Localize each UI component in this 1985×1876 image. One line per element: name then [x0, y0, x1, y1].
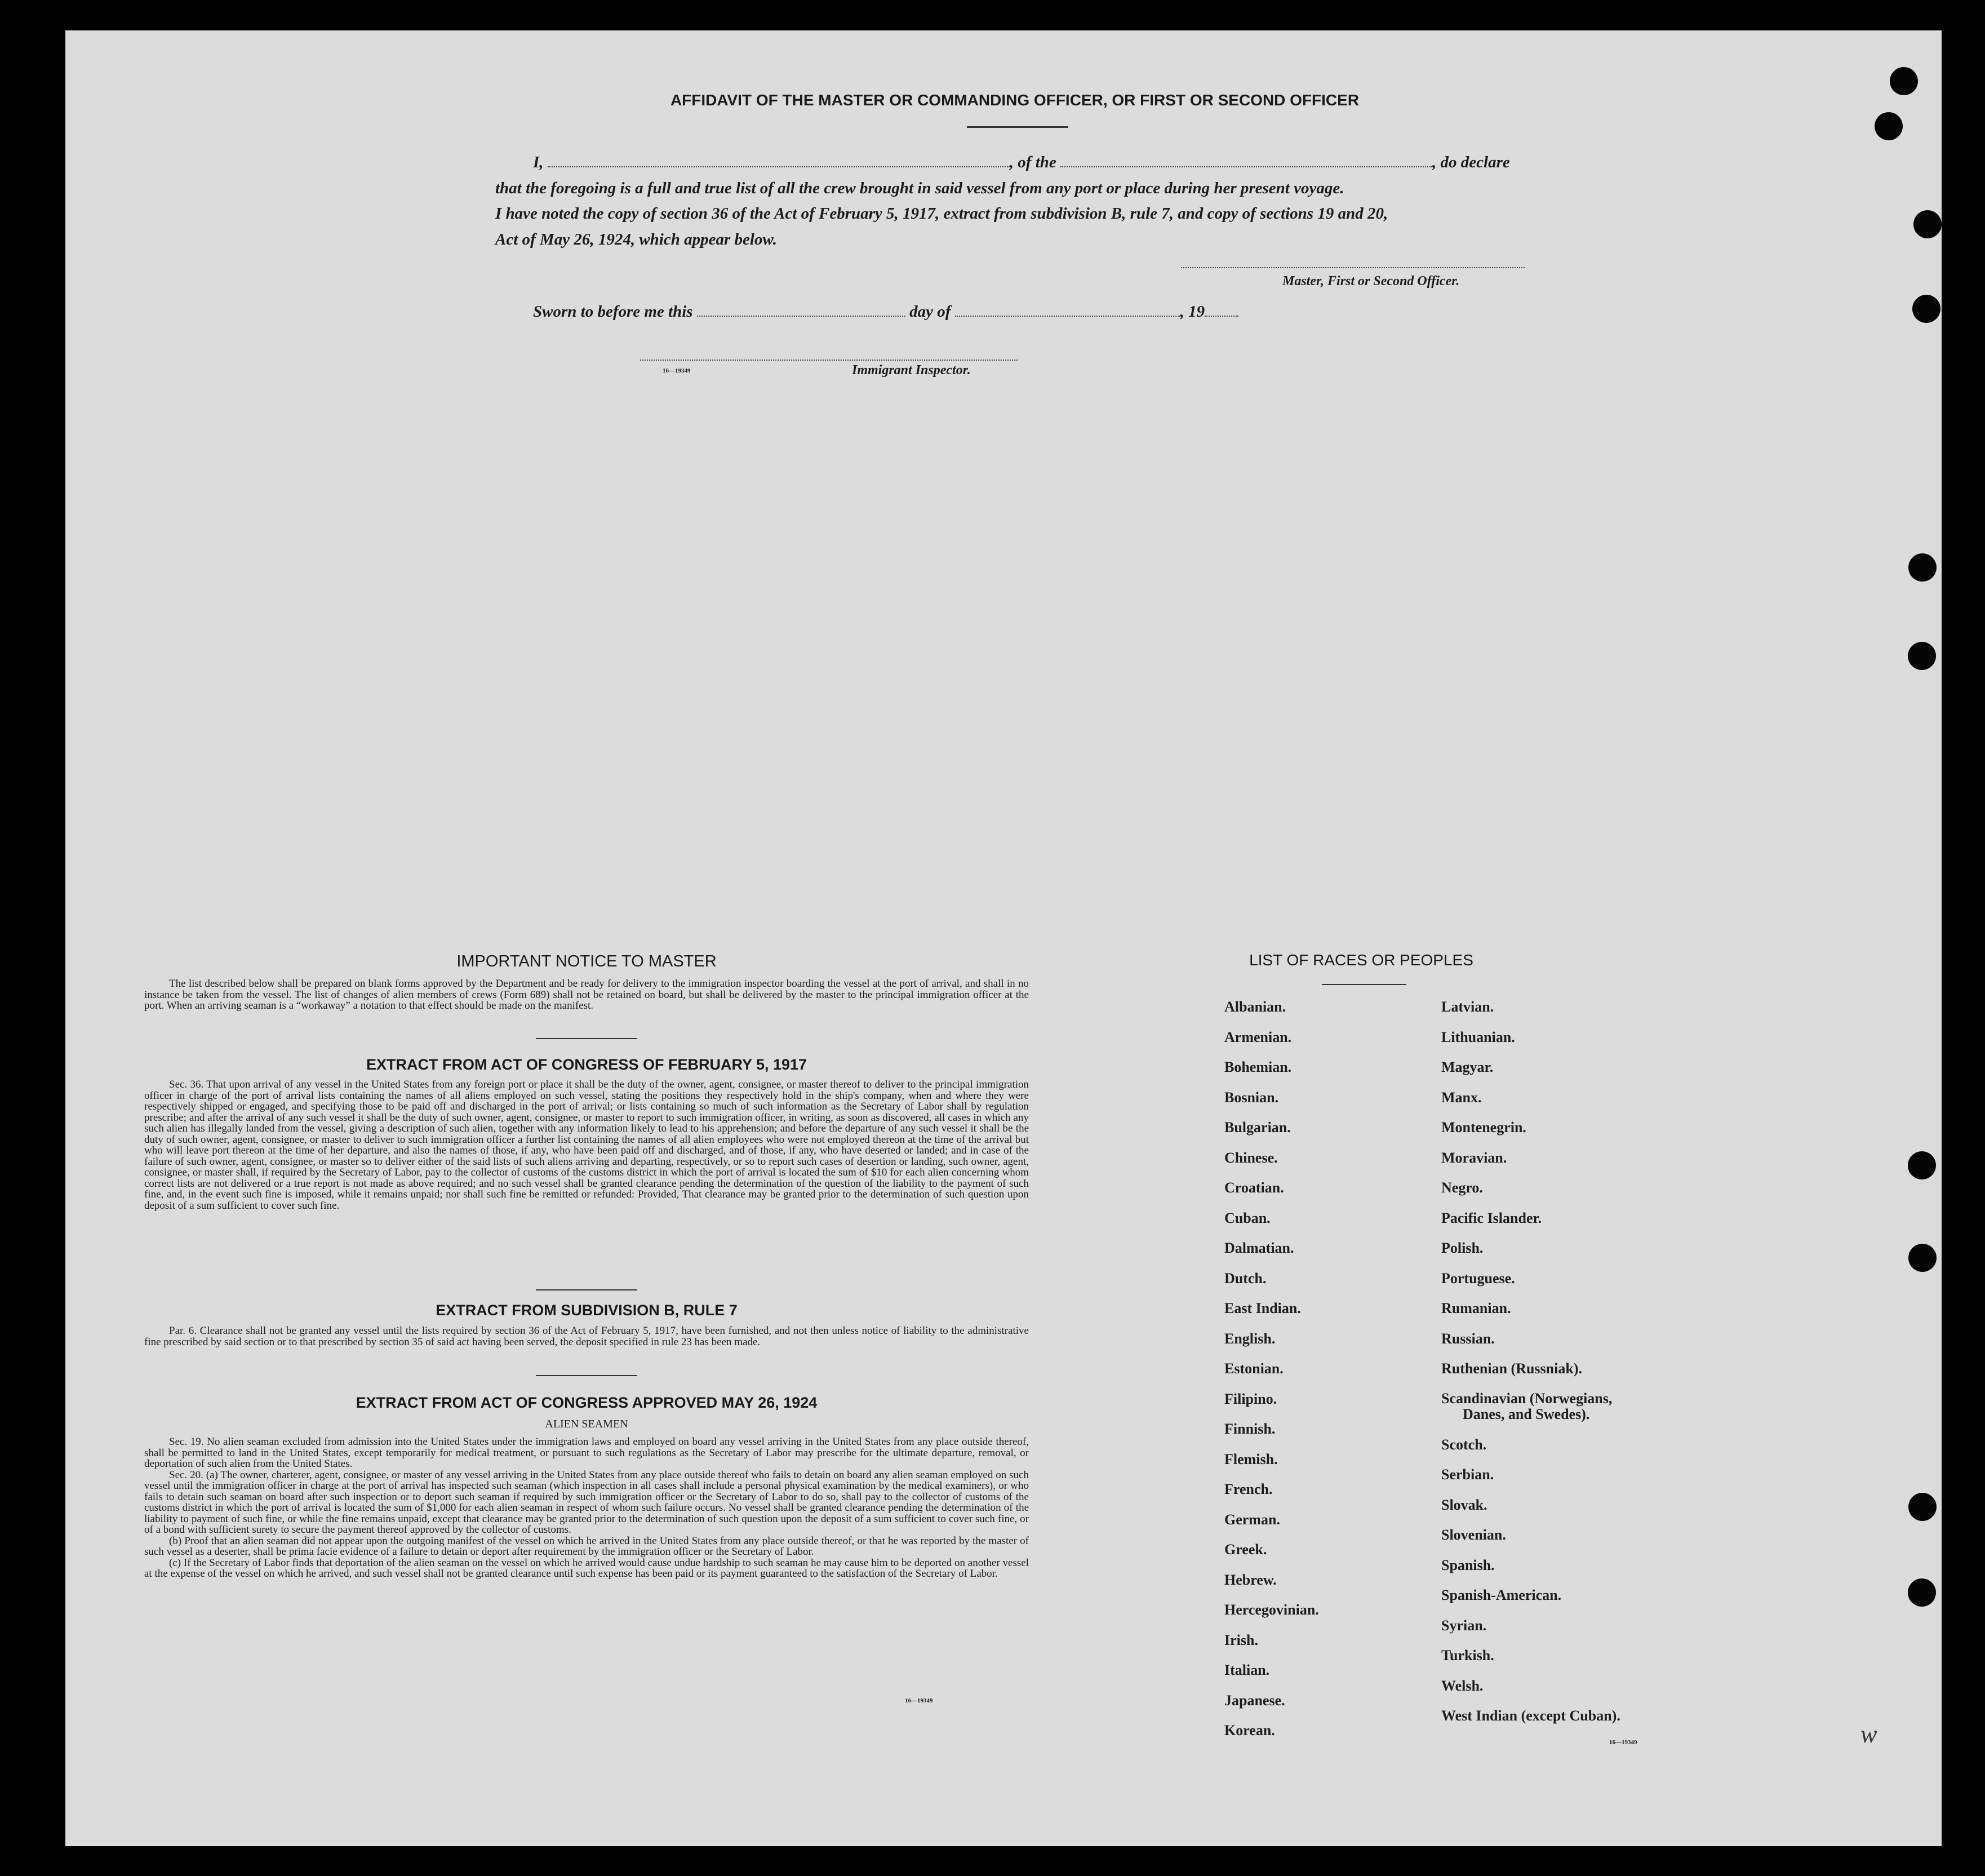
race-item: Finnish. — [1224, 1421, 1276, 1437]
extract-1924-text — [144, 1436, 1029, 1580]
affidavit-of-the: , of the — [1009, 153, 1056, 171]
race-item: Italian. — [1224, 1662, 1270, 1678]
divider-3 — [536, 1375, 637, 1376]
race-item: Hebrew. — [1224, 1571, 1277, 1588]
punch-hole — [1908, 642, 1936, 670]
affidavit-form-number: 16—19349 — [663, 367, 691, 374]
rule7-text — [144, 1325, 1029, 1347]
race-item: Danes, and Swedes). — [1463, 1405, 1590, 1422]
race-item: Syrian. — [1441, 1617, 1487, 1634]
signature-label: Master, First or Second Officer. — [1282, 274, 1460, 289]
race-item: Spanish. — [1441, 1556, 1495, 1573]
inspector-label: Immigrant Inspector. — [852, 363, 971, 378]
sec19-paragraph: Sec. 19. No alien seaman excluded from admission into the United States under the immigration laws and employed on board any vessel arriving in the United States from any place outside thereof, shall be permitted to land in the United States, except temporarily for medical treatment, or pursuant to such regulations as the Secretary of Labor may prescribe for the ultimate departure, removal, or deportation of such alien from the United States. — [144, 1436, 1029, 1470]
races-column-1 — [1224, 992, 1319, 1746]
race-item: Welsh. — [1441, 1677, 1484, 1694]
race-item: Irish. — [1224, 1631, 1258, 1648]
race-item: Scotch. — [1441, 1436, 1487, 1453]
race-item: Estonian. — [1224, 1360, 1284, 1377]
affidavit-line-4: Act of May 26, 1924, which appear below. — [495, 230, 777, 249]
title-rule — [967, 126, 1068, 128]
affidavit-line-2: that the foregoing is a full and true list of all the crew brought in said vessel from any port or place during her present voyage. — [495, 179, 1344, 197]
affidavit-i: I, — [533, 153, 544, 171]
race-item: Dutch. — [1224, 1270, 1267, 1287]
sworn-start: Sworn to before me this — [533, 303, 693, 321]
sworn-year: , 19 — [1180, 303, 1205, 321]
signature-line[interactable] — [1181, 264, 1525, 268]
extract-1917-text — [144, 1079, 1029, 1211]
punch-hole — [1913, 210, 1942, 238]
rule7-title: EXTRACT FROM SUBDIVISION B, RULE 7 — [436, 1302, 738, 1319]
race-item: Greek. — [1224, 1541, 1267, 1558]
extract-form-number: 16—19349 — [905, 1697, 933, 1704]
race-item: Negro. — [1441, 1179, 1483, 1196]
punch-hole — [1908, 553, 1937, 582]
races-rule — [1322, 984, 1406, 985]
notice-text — [144, 978, 1029, 1012]
race-item: West Indian (except Cuban). — [1441, 1708, 1620, 1724]
race-item: Albanian. — [1224, 999, 1286, 1015]
par6-paragraph: Par. 6. Clearance shall not be granted any vessel until the lists required by section 36 of the Act of February 5, 1917, have been furnished, and not then unless notice of liability to the administrative fine prescribed by said section or to that prescribed by section 35 of said act having been served, the deposit specified in rule 23 has been made. — [144, 1325, 1029, 1348]
sworn-day-field[interactable] — [697, 312, 905, 317]
race-item: Lithuanian. — [1441, 1028, 1515, 1045]
race-item: Ruthenian (Russniak). — [1441, 1360, 1582, 1377]
notice-paragraph: The list described below shall be prepared on blank forms approved by the Department and be ready for delivery to the immigration inspector boarding the vessel at the port of arrival, and shall in no instance be taken from the vessel. The list of changes of alien members of crews (Form 689) shall not be retained on board, but shall be delivered by the master to the principal immigration officer at the port. When an arriving seaman is a “workaway” a notation to that effect should be made on the manifest. — [144, 978, 1029, 1012]
document-sheet — [65, 30, 1942, 1846]
race-item: Scandinavian (Norwegians, — [1441, 1390, 1613, 1407]
race-item: Slovenian. — [1441, 1527, 1506, 1543]
sec20b-paragraph: (b) Proof that an alien seaman did not appear upon the outgoing manifest of the vessel on which he arrived in the United States from any place outside thereof, or that he was reported by the master of such vessel as a deserter, shall be prima facie evidence of a failure to detain or deport after requirement by the immigration officer or the Secretary of Labor. — [144, 1534, 1029, 1558]
race-item: Chinese. — [1224, 1149, 1278, 1166]
race-item: Hercegovinian. — [1224, 1602, 1319, 1618]
race-item: Polish. — [1441, 1240, 1484, 1256]
races-form-number: 16—19349 — [1609, 1739, 1637, 1746]
race-item: Cuban. — [1224, 1209, 1271, 1226]
sec20a-paragraph: Sec. 20. (a) The owner, charterer, agent, consignee, or master of any vessel arriving in the United States from any place outside thereof who fails to detain on board any alien seaman employed on such vessel until the immigration officer in charge at the port of arrival has inspected such seaman (which inspection in all cases shall include a personal physical examination by the medical examiners), or who fails to detain such seaman on board after such inspection or to deport such seaman if required by such immigration officer or the Secretary of Labor to do so, shall pay to the collector of customs of the customs district in which the port of arrival is located the sum of $1,000 for each alien seaman in respect of whom such failure occurs. No vessel shall be granted clearance pending the determination of the liability to payment of such fine, or while the fine remains unpaid, except that clearance may be granted prior to the determination of such question upon the deposit of a sum sufficient to cover such fine, or of a bond with sufficient surety to secure the payment thereof approved by the collector of customs. — [144, 1469, 1029, 1536]
name-field[interactable] — [548, 163, 1010, 167]
race-item: Serbian. — [1441, 1466, 1494, 1483]
alien-seamen-subtitle: ALIEN SEAMEN — [545, 1418, 628, 1430]
sec20c-paragraph: (c) If the Secretary of Labor finds that deportation of the alien seaman on the vessel on which he arrived would cause undue hardship to such seaman he may cause him to be deported on another vessel at the expense of the vessel on which he arrived, and such vessel shall not be granted clearance until such expense has been paid or its payment guaranteed to the satisfaction of the Secretary of Labor. — [144, 1556, 1029, 1580]
race-item: Bohemian. — [1224, 1059, 1292, 1075]
vessel-field[interactable] — [1060, 163, 1432, 167]
races-column-2 — [1441, 992, 1620, 1731]
race-item: French. — [1224, 1481, 1273, 1497]
races-title: LIST OF RACES OR PEOPLES — [1249, 951, 1473, 969]
race-item: Portuguese. — [1441, 1270, 1515, 1287]
race-item: Bulgarian. — [1224, 1119, 1291, 1136]
race-item: Spanish-American. — [1441, 1587, 1562, 1603]
race-item: Latvian. — [1441, 999, 1494, 1015]
punch-hole — [1875, 112, 1903, 140]
race-item: Bosnian. — [1224, 1089, 1279, 1106]
sworn-year-field[interactable] — [1205, 312, 1238, 317]
race-item: Japanese. — [1224, 1692, 1285, 1709]
extract-1924-title: EXTRACT FROM ACT OF CONGRESS APPROVED MAY 26, 1924 — [356, 1394, 818, 1411]
race-item: Pacific Islander. — [1441, 1209, 1542, 1226]
race-item: Magyar. — [1441, 1059, 1494, 1075]
handwritten-annotation: w — [1860, 1720, 1877, 1748]
sworn-line — [533, 303, 1238, 321]
extract-1917-title: EXTRACT FROM ACT OF CONGRESS OF FEBRUARY 5, 1917 — [366, 1056, 807, 1073]
race-item: Manx. — [1441, 1089, 1482, 1106]
race-item: Rumanian. — [1441, 1300, 1511, 1316]
punch-hole — [1908, 1151, 1936, 1179]
race-item: Dalmatian. — [1224, 1240, 1294, 1256]
inspector-line[interactable] — [640, 356, 1018, 361]
race-item: Montenegrin. — [1441, 1119, 1526, 1136]
punch-hole — [1890, 67, 1918, 95]
race-item: Turkish. — [1441, 1647, 1494, 1664]
notice-title: IMPORTANT NOTICE TO MASTER — [456, 952, 717, 970]
affidavit-line-3: I have noted the copy of section 36 of the Act of February 5, 1917, extract from subdivision B, rule 7, and copy of sections 19 and 20, — [495, 205, 1388, 223]
punch-hole — [1912, 295, 1940, 323]
affidavit-line-1 — [533, 153, 1510, 172]
race-item: Flemish. — [1224, 1451, 1278, 1467]
race-item: Korean. — [1224, 1722, 1275, 1738]
race-item: Croatian. — [1224, 1179, 1284, 1196]
sec36-paragraph: Sec. 36. That upon arrival of any vessel in the United States from any foreign port or place it shall be the duty of the owner, agent, consignee, or master thereof to deliver to the principal immigration officer in charge of the port of arrival lists containing the names of all aliens employed on such vessel, stating the positions they respectively hold in the ship's company, when and where they were respectively shipped or engaged, and specifying those to be paid off and discharged in the port of arrival; or lists containing so much of such information as the Secretary of Labor shall by regulation prescribe; and after the arrival of any such vessel it shall be the duty of such owner, agent, consignee, or master to report to such immigration officer, in writing, as soon as discovered, all cases in which any such alien has illegally landed from the vessel, giving a description of such alien, together with any information likely to lead to his apprehension; and before the departure of any such vessel it shall be the duty of such owner, agent, consignee, or master to deliver to such immigration officer a further list containing the names of all alien employees who were not employed thereon at the time of the arrival but who will leave port thereon at the time of her departure, and also the names of those, if any, who have been paid off and discharged, and of those, if any, who have deserted or landed; and in case of the failure of such owner, agent, consignee, or master so to deliver either of the said lists of such aliens arriving and departing, respectively, or so to report such cases of desertion or landing, such owner, agent, consignee, or master shall, if required by the Secretary of Labor, pay to the collector of customs of the customs district in which the port of arrival is located the sum of $10 for each alien concerning whom correct lists are not delivered or a true report is not made as above required; and no such vessel shall be granted clearance pending the determination of the question of the liability to the payment of such fine, and, in the event such fine is imposed, while it remains unpaid; nor shall such fine be remitted or refunded: Provided, That clearance may be granted prior to the determination of such question upon deposit of a sum sufficient to cover such fine. — [144, 1079, 1029, 1212]
divider-1 — [536, 1038, 637, 1039]
punch-hole — [1908, 1578, 1936, 1607]
race-item: Moravian. — [1441, 1149, 1507, 1166]
race-item: Filipino. — [1224, 1390, 1277, 1407]
race-item: East Indian. — [1224, 1300, 1301, 1316]
race-item: Russian. — [1441, 1330, 1495, 1347]
punch-hole — [1908, 1493, 1937, 1521]
sworn-month-field[interactable] — [955, 312, 1180, 317]
divider-2 — [536, 1289, 637, 1290]
race-item: German. — [1224, 1511, 1280, 1528]
race-item: English. — [1224, 1330, 1276, 1347]
punch-hole — [1908, 1244, 1937, 1272]
race-item: Armenian. — [1224, 1028, 1292, 1045]
affidavit-title: AFFIDAVIT OF THE MASTER OR COMMANDING OFFICER, OR FIRST OR SECOND OFFICER — [670, 91, 1360, 109]
sworn-day-of: day of — [909, 303, 951, 321]
affidavit-do-declare: , do declare — [1432, 153, 1510, 171]
race-item: Slovak. — [1441, 1496, 1487, 1513]
